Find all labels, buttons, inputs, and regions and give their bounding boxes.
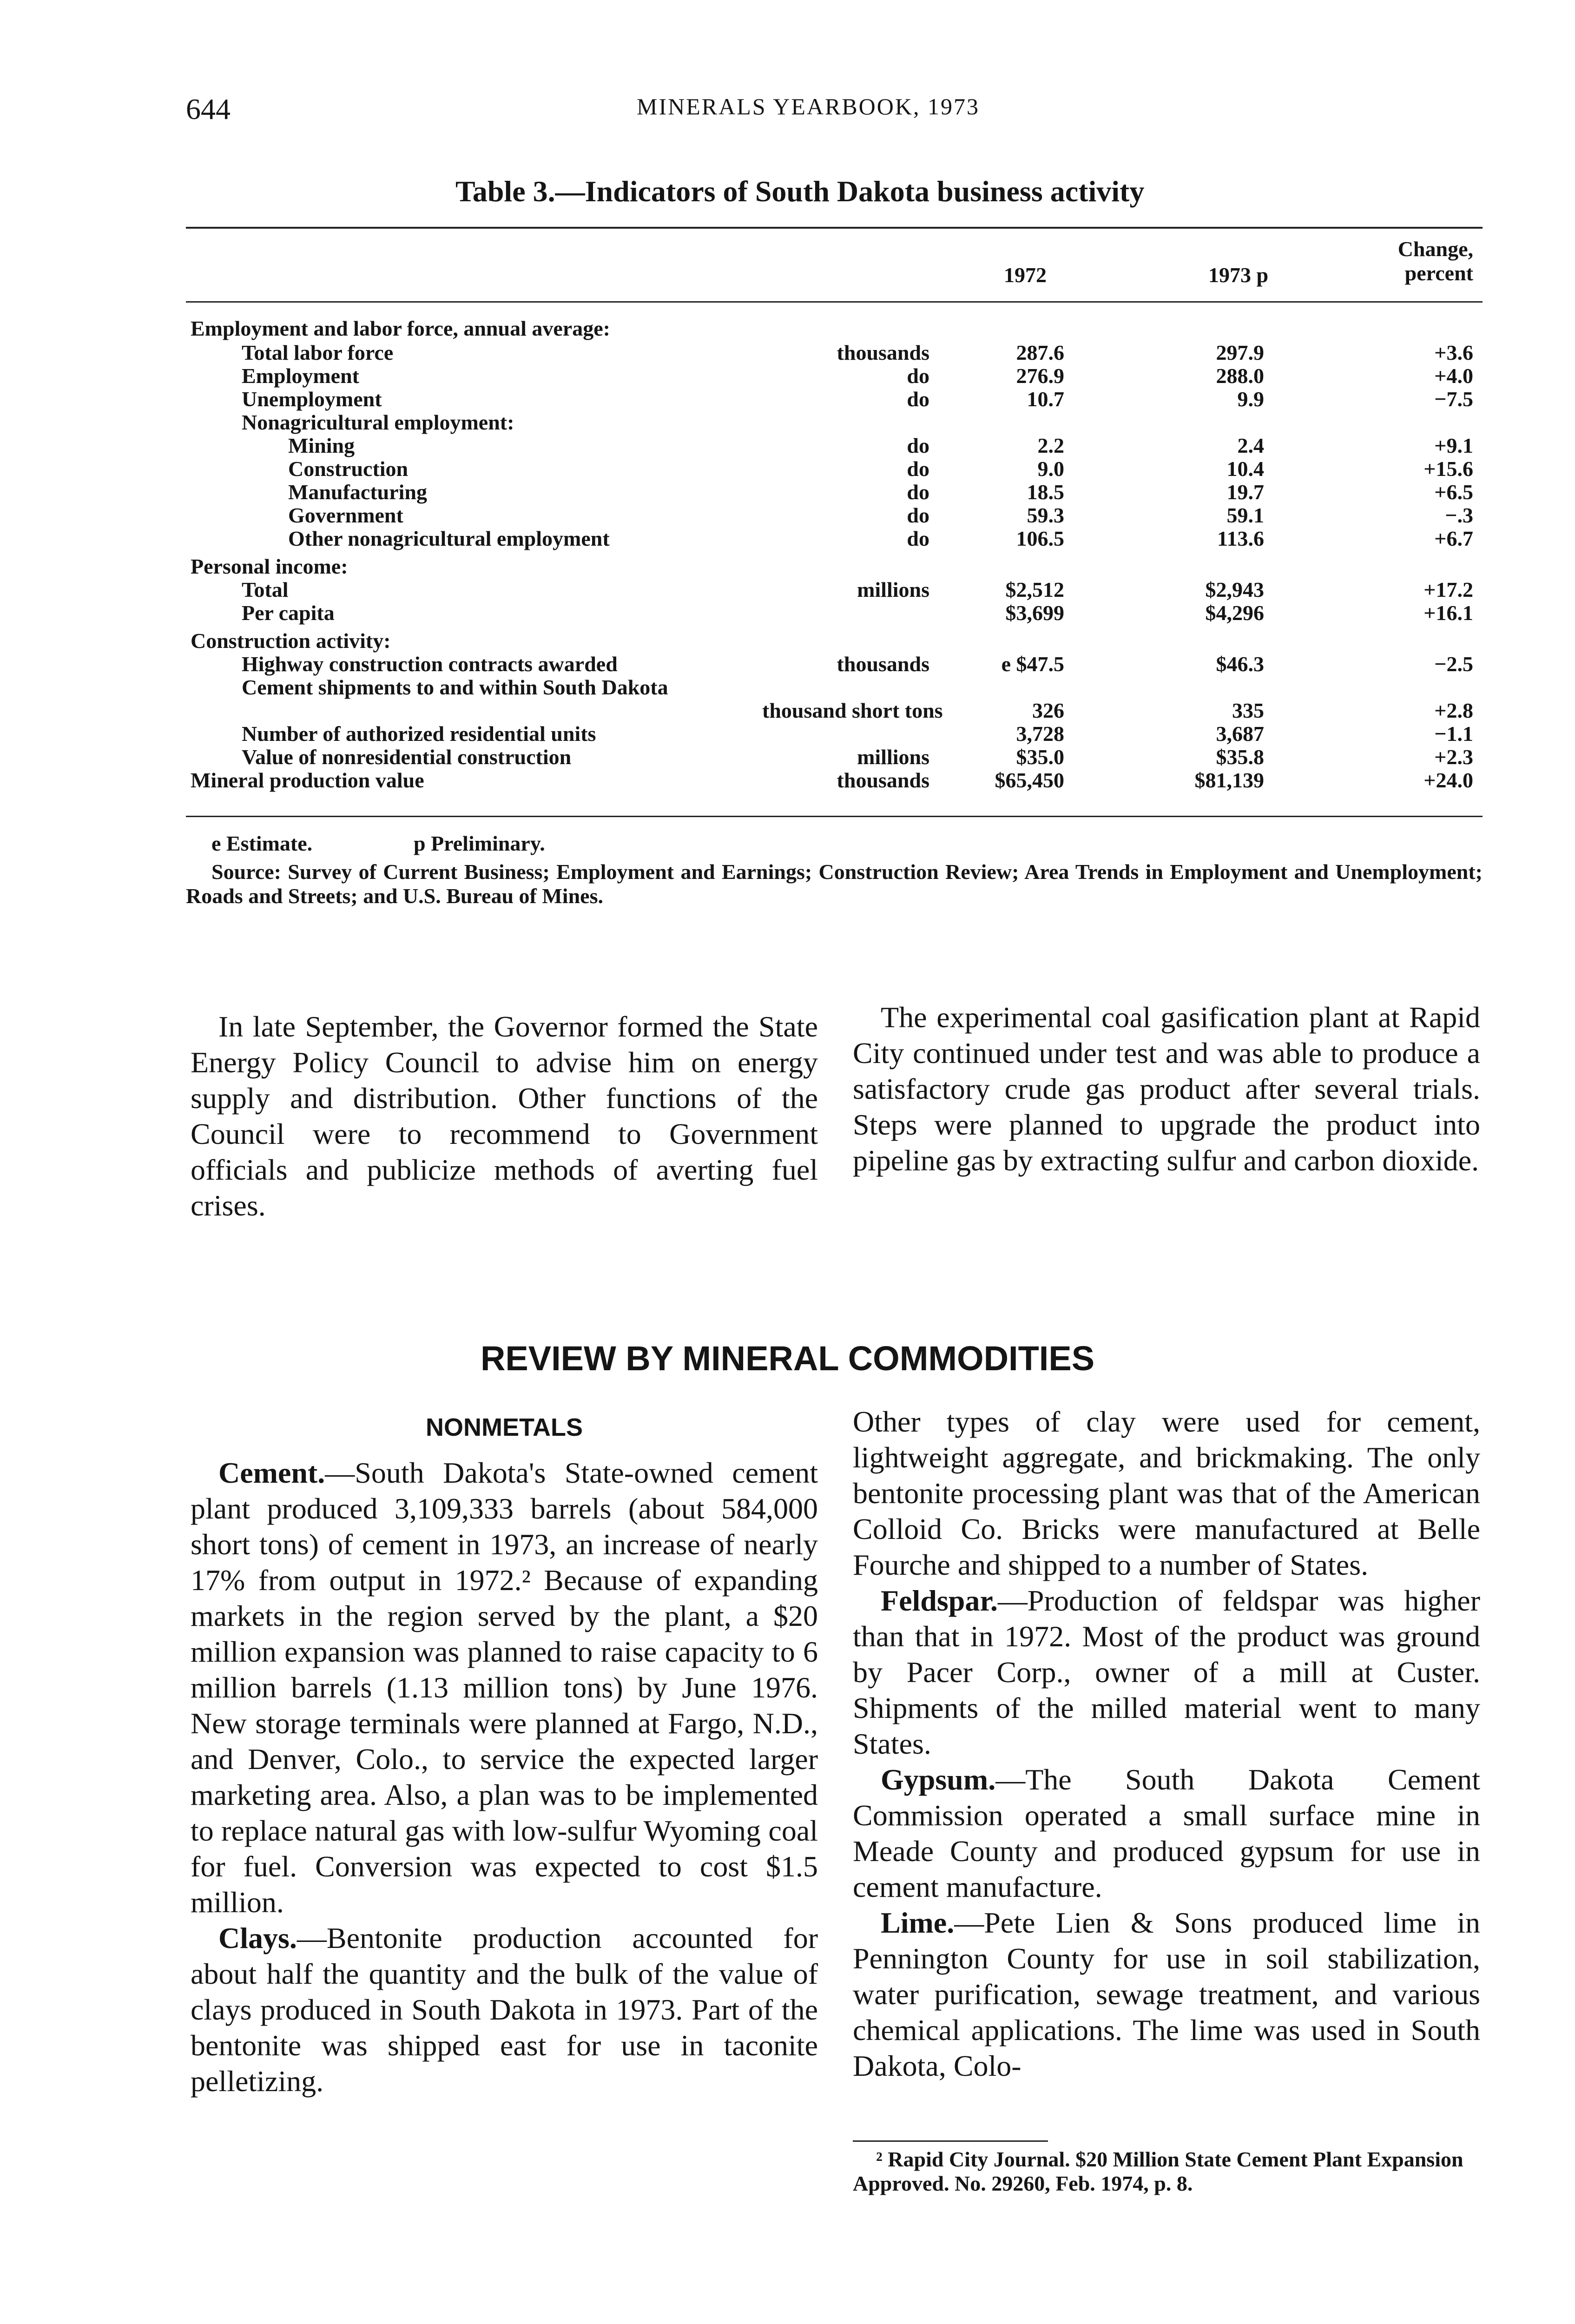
- row-change-percent: +16.1: [1423, 601, 1473, 625]
- row-value-1973: 335: [1232, 699, 1264, 722]
- row-value-1973: 9.9: [1237, 387, 1264, 411]
- left-column: [191, 1455, 818, 2099]
- table-row: [0, 745, 1575, 768]
- table-row: [0, 601, 1575, 624]
- table-row: [0, 698, 1575, 721]
- row-value-1973: 113.6: [1217, 527, 1264, 550]
- row-value-1972: 106.5: [1016, 527, 1064, 550]
- footnote: ² Rapid City Journal. $20 Million State Cement Plant Expansion Approved. No. 29260, Feb. 1974, p. 8.: [853, 2147, 1463, 2195]
- row-label: Highway construction contracts awarded: [242, 652, 618, 676]
- table-header-rule: [186, 301, 1483, 303]
- table-row: [0, 433, 1575, 456]
- row-unit: do: [907, 503, 929, 527]
- table-source: Source: Survey of Current Business; Employment and Earnings; Construction Review; Area Trends in Employment and Unemployment; Roads and Streets; and U.S. Bureau of Mines.: [186, 860, 1483, 908]
- running-head: MINERALS YEARBOOK, 1973: [637, 93, 980, 119]
- table-row: [0, 480, 1575, 503]
- row-label: Total: [242, 578, 289, 601]
- row-label: Employment: [242, 364, 359, 388]
- row-change-percent: +9.1: [1434, 434, 1473, 457]
- row-change-percent: +6.7: [1434, 527, 1473, 550]
- intro-left-column: [191, 1009, 818, 1223]
- paragraph-lime: [853, 1905, 1480, 2084]
- row-unit: thousands: [837, 768, 929, 792]
- row-change-percent: +24.0: [1423, 768, 1473, 792]
- paragraph-cement: [191, 1455, 818, 1920]
- row-label: Mining: [288, 434, 355, 457]
- row-value-1972: 3,728: [1016, 722, 1064, 746]
- paragraph-gypsum: [853, 1762, 1480, 1905]
- table-row: [0, 363, 1575, 387]
- table-row: [0, 768, 1575, 791]
- col-header-1972: 1972: [1004, 263, 1047, 287]
- intro-paragraph-energy-council: In late September, the Governor formed the State Energy Policy Council to advise him on energy supply and distribution. Other functions of the Council were to recommend to Government officials and publicize methods of averting fuel crises.: [191, 1010, 818, 1222]
- table-row: [0, 628, 1575, 652]
- row-label: Per capita: [242, 601, 335, 625]
- table-row: [0, 675, 1575, 698]
- row-value-1972: 9.0: [1037, 457, 1064, 481]
- row-value-1973: $35.8: [1216, 745, 1264, 769]
- table-row: [0, 503, 1575, 526]
- row-change-percent: −.3: [1445, 503, 1473, 527]
- table-row: [0, 577, 1575, 601]
- row-change-percent: −1.1: [1434, 722, 1473, 746]
- row-unit: do: [907, 364, 929, 388]
- row-unit: do: [907, 480, 929, 504]
- row-value-1972: 10.7: [1027, 387, 1064, 411]
- run-in-head-lime: Lime.: [881, 1906, 955, 1939]
- row-value-1973: $4,296: [1205, 601, 1264, 625]
- row-unit: thousand short tons: [762, 699, 943, 722]
- feldspar-text: —Production of feldspar was higher than that in 1972. Most of the product was ground by Pacer Corp., owner of a mill at Custer. Shipments of the milled material went to many States.: [853, 1584, 1480, 1760]
- row-value-1972: 326: [1032, 699, 1064, 722]
- row-label: Total labor force: [242, 341, 394, 364]
- row-value-1973: 3,687: [1216, 722, 1264, 746]
- row-value-1973: 2.4: [1237, 434, 1264, 457]
- row-value-1972: 2.2: [1037, 434, 1064, 457]
- run-in-head-clays: Clays.: [218, 1921, 297, 1954]
- row-label: Manufacturing: [288, 480, 427, 504]
- row-label: Unemployment: [242, 387, 382, 411]
- row-unit: thousands: [837, 341, 929, 364]
- row-value-1972: e $47.5: [1001, 652, 1064, 676]
- row-label: Employment and labor force, annual average:: [191, 317, 610, 340]
- row-label: Cement shipments to and within South Dakota: [242, 675, 668, 699]
- row-change-percent: +17.2: [1423, 578, 1473, 601]
- row-label: Mineral production value: [191, 768, 424, 792]
- note-preliminary: p Preliminary.: [414, 832, 545, 855]
- table-title: Table 3.—Indicators of South Dakota business activity: [455, 175, 1145, 208]
- row-change-percent: +15.6: [1423, 457, 1473, 481]
- run-in-head-gypsum: Gypsum.: [881, 1763, 996, 1796]
- row-label: Number of authorized residential units: [242, 722, 596, 746]
- intro-right-column: [853, 999, 1480, 1178]
- row-change-percent: +3.6: [1434, 341, 1473, 364]
- intro-paragraph-coal-gasification: The experimental coal gasification plant at Rapid City continued under test and was able to produce a satisfactory crude gas product after several trials. Steps were planned to upgrade the product into pipeline gas by extracting sulfur and carbon dioxide.: [853, 1001, 1480, 1177]
- right-column: [853, 1404, 1480, 2084]
- row-unit: do: [907, 434, 929, 457]
- table-bottom-rule: [186, 816, 1483, 817]
- table-row: [0, 456, 1575, 480]
- paragraph-feldspar: [853, 1583, 1480, 1762]
- row-unit: do: [907, 387, 929, 411]
- row-change-percent: −7.5: [1434, 387, 1473, 411]
- row-change-percent: +2.3: [1434, 745, 1473, 769]
- row-value-1972: $3,699: [1005, 601, 1064, 625]
- lime-text: —Pete Lien & Sons produced lime in Pennington County for use in soil stabilization, water purification, sewage treatment, and various chemical applications. The lime was used in South Dakota, Colo-: [853, 1906, 1480, 2082]
- row-value-1972: 18.5: [1027, 480, 1064, 504]
- footnote-rule: [853, 2140, 1048, 2142]
- table-row: [0, 652, 1575, 675]
- row-value-1972: $2,512: [1005, 578, 1064, 601]
- row-value-1973: 10.4: [1226, 457, 1264, 481]
- table-row: [0, 410, 1575, 433]
- col-header-change: Change, percent: [1397, 237, 1473, 285]
- section-heading: REVIEW BY MINERAL COMMODITIES: [480, 1339, 1095, 1378]
- row-value-1972: 276.9: [1016, 364, 1064, 388]
- gypsum-text: —The South Dakota Cement Commission operated a small surface mine in Meade County and produced gypsum for use in cement manufacture.: [853, 1763, 1480, 1903]
- row-unit: millions: [857, 745, 929, 769]
- row-label: Nonagricultural employment:: [242, 410, 514, 434]
- paragraph-clays-continued: Other types of clay were used for cement, lightweight aggregate, and brickmaking. The only bentonite processing plant was that of the American Colloid Co. Bricks were manufactured at Belle Fourche and shipped to a number of States.: [853, 1405, 1480, 1581]
- row-change-percent: −2.5: [1434, 652, 1473, 676]
- section-subheading: NONMETALS: [426, 1413, 583, 1441]
- run-in-head-feldspar: Feldspar.: [881, 1584, 998, 1617]
- row-unit: thousands: [837, 652, 929, 676]
- row-label: Value of nonresidential construction: [242, 745, 572, 769]
- row-value-1973: $81,139: [1194, 768, 1264, 792]
- note-estimate: e Estimate.: [211, 832, 313, 855]
- row-change-percent: +4.0: [1434, 364, 1473, 388]
- row-unit: do: [907, 527, 929, 550]
- row-value-1972: 287.6: [1016, 341, 1064, 364]
- row-value-1972: 59.3: [1027, 503, 1064, 527]
- col-header-1973: 1973 p: [1208, 263, 1269, 287]
- row-value-1972: $65,450: [995, 768, 1064, 792]
- row-value-1973: 288.0: [1216, 364, 1264, 388]
- row-label: Other nonagricultural employment: [288, 527, 610, 550]
- table-row: [0, 526, 1575, 549]
- paragraph-clays: [191, 1920, 818, 2099]
- row-change-percent: +6.5: [1434, 480, 1473, 504]
- row-unit: millions: [857, 578, 929, 601]
- table-row: [0, 340, 1575, 363]
- row-value-1973: 59.1: [1226, 503, 1264, 527]
- row-value-1973: $46.3: [1216, 652, 1264, 676]
- row-value-1973: 19.7: [1226, 480, 1264, 504]
- row-label: Government: [288, 503, 403, 527]
- row-value-1973: $2,943: [1205, 578, 1264, 601]
- table-row: [0, 387, 1575, 410]
- table-top-rule: [186, 227, 1483, 229]
- row-label: Construction: [288, 457, 409, 481]
- row-value-1972: $35.0: [1016, 745, 1064, 769]
- row-unit: do: [907, 457, 929, 481]
- clays-text: —Bentonite production accounted for about half the quantity and the bulk of the value of clays produced in South Dakota in 1973. Part of the bentonite was shipped east for use in taconite pelletizing.: [191, 1921, 818, 2098]
- row-value-1973: 297.9: [1216, 341, 1264, 364]
- cement-text: —South Dakota's State-owned cement plant produced 3,109,333 barrels (about 584,000 short tons) of cement in 1973, an increase of nearly 17% from output in 1972.² Because of expanding markets in the region served by the plant, a $20 million expansion was planned to raise capacity to 6 million barrels (1.13 million tons) by June 1976. New storage terminals were planned at Fargo, N.D., and Denver, Colo., to service the expected larger marketing area. Also, a plan was to be implemented to replace natural gas with low-sulfur Wyoming coal for fuel. Conversion was expected to cost $1.5 million.: [191, 1456, 818, 1919]
- table-row: [0, 316, 1575, 339]
- page-number: 644: [186, 92, 231, 125]
- row-change-percent: +2.8: [1434, 699, 1473, 722]
- table-row: [0, 721, 1575, 745]
- row-label: Construction activity:: [191, 629, 391, 653]
- row-label: Personal income:: [191, 555, 348, 578]
- run-in-head-cement: Cement.: [218, 1456, 325, 1489]
- table-row: [0, 554, 1575, 577]
